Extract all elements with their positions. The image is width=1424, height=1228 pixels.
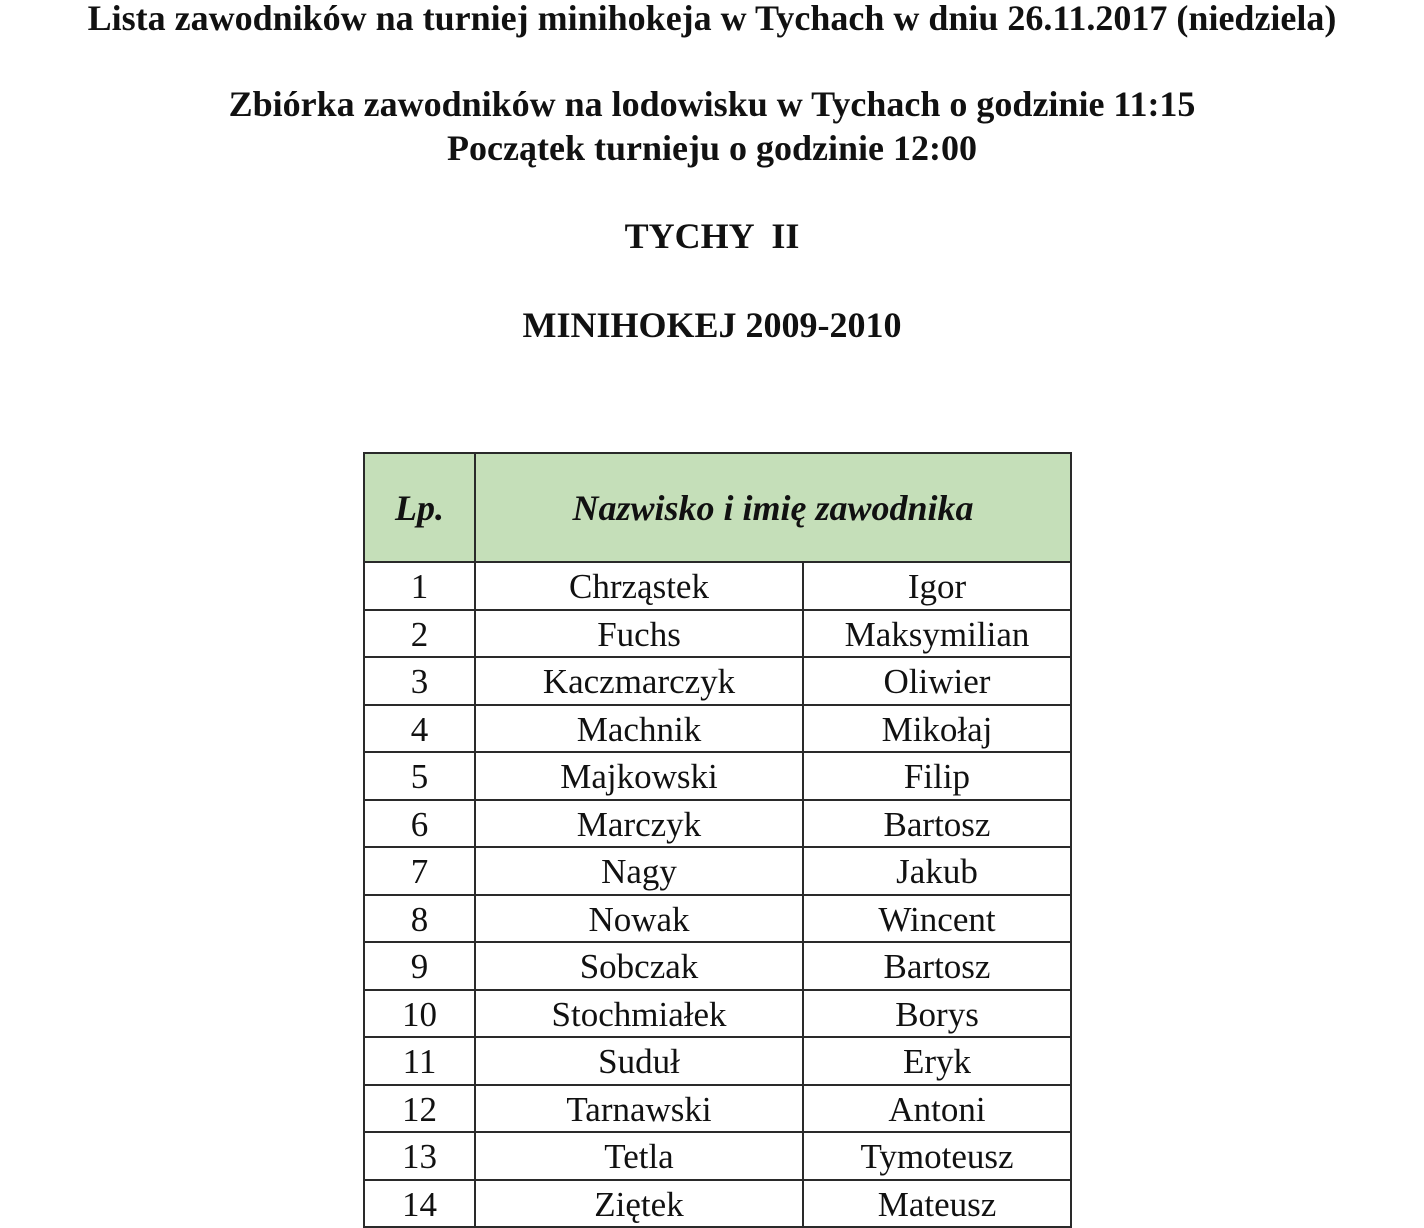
team-name: TYCHY II bbox=[624, 216, 800, 256]
last-name-cell: Fuchs bbox=[475, 610, 803, 658]
last-name-cell: Majkowski bbox=[475, 752, 803, 800]
last-name-cell: Tarnawski bbox=[475, 1085, 803, 1133]
table-row bbox=[364, 990, 1071, 1038]
row-number-cell: 10 bbox=[364, 990, 475, 1038]
last-name-cell: Marczyk bbox=[475, 800, 803, 848]
age-category: MINIHOKEJ 2009-2010 bbox=[522, 305, 902, 345]
last-name-cell: Sobczak bbox=[475, 942, 803, 990]
row-number-cell: 6 bbox=[364, 800, 475, 848]
first-name-cell: Mateusz bbox=[803, 1180, 1071, 1228]
first-name-cell: Maksymilian bbox=[803, 610, 1071, 658]
table-row bbox=[364, 705, 1071, 753]
first-name-cell: Filip bbox=[803, 752, 1071, 800]
row-number-cell: 14 bbox=[364, 1180, 475, 1228]
first-name-cell: Tymoteusz bbox=[803, 1132, 1071, 1180]
table-header-row bbox=[364, 453, 1071, 562]
table-row bbox=[364, 847, 1071, 895]
last-name-cell: Tetla bbox=[475, 1132, 803, 1180]
last-name-cell: Suduł bbox=[475, 1037, 803, 1085]
first-name-cell: Bartosz bbox=[803, 800, 1071, 848]
row-number-cell: 1 bbox=[364, 562, 475, 610]
row-number-cell: 4 bbox=[364, 705, 475, 753]
header-lp: Lp. bbox=[364, 453, 475, 562]
row-number-cell: 3 bbox=[364, 657, 475, 705]
table-row bbox=[364, 895, 1071, 943]
last-name-cell: Ziętek bbox=[475, 1180, 803, 1228]
document-title: Lista zawodników na turniej minihokeja w Tychach w dniu 26.11.2017 (niedziela) bbox=[87, 0, 1337, 38]
table-row bbox=[364, 1180, 1071, 1228]
last-name-cell: Kaczmarczyk bbox=[475, 657, 803, 705]
last-name-cell: Nagy bbox=[475, 847, 803, 895]
row-number-cell: 5 bbox=[364, 752, 475, 800]
first-name-cell: Wincent bbox=[803, 895, 1071, 943]
first-name-cell: Bartosz bbox=[803, 942, 1071, 990]
last-name-cell: Chrząstek bbox=[475, 562, 803, 610]
table-row bbox=[364, 1037, 1071, 1085]
row-number-cell: 8 bbox=[364, 895, 475, 943]
first-name-cell: Oliwier bbox=[803, 657, 1071, 705]
row-number-cell: 11 bbox=[364, 1037, 475, 1085]
first-name-cell: Antoni bbox=[803, 1085, 1071, 1133]
row-number-cell: 13 bbox=[364, 1132, 475, 1180]
first-name-cell: Igor bbox=[803, 562, 1071, 610]
table-row bbox=[364, 1085, 1071, 1133]
table-row bbox=[364, 1132, 1071, 1180]
row-number-cell: 7 bbox=[364, 847, 475, 895]
table-row bbox=[364, 800, 1071, 848]
table-row bbox=[364, 657, 1071, 705]
gathering-time: Zbiórka zawodników na lodowisku w Tychach o godzinie 11:15 bbox=[228, 84, 1196, 124]
players-table bbox=[363, 452, 1072, 1228]
table-row bbox=[364, 942, 1071, 990]
first-name-cell: Mikołaj bbox=[803, 705, 1071, 753]
table-row bbox=[364, 562, 1071, 610]
header-player-name: Nazwisko i imię zawodnika bbox=[475, 453, 1071, 562]
table-row bbox=[364, 752, 1071, 800]
last-name-cell: Stochmiałek bbox=[475, 990, 803, 1038]
table-row bbox=[364, 610, 1071, 658]
first-name-cell: Eryk bbox=[803, 1037, 1071, 1085]
first-name-cell: Jakub bbox=[803, 847, 1071, 895]
first-name-cell: Borys bbox=[803, 990, 1071, 1038]
tournament-start-time: Początek turnieju o godzinie 12:00 bbox=[447, 128, 977, 168]
last-name-cell: Machnik bbox=[475, 705, 803, 753]
last-name-cell: Nowak bbox=[475, 895, 803, 943]
row-number-cell: 2 bbox=[364, 610, 475, 658]
row-number-cell: 12 bbox=[364, 1085, 475, 1133]
table-body bbox=[364, 562, 1071, 1227]
row-number-cell: 9 bbox=[364, 942, 475, 990]
